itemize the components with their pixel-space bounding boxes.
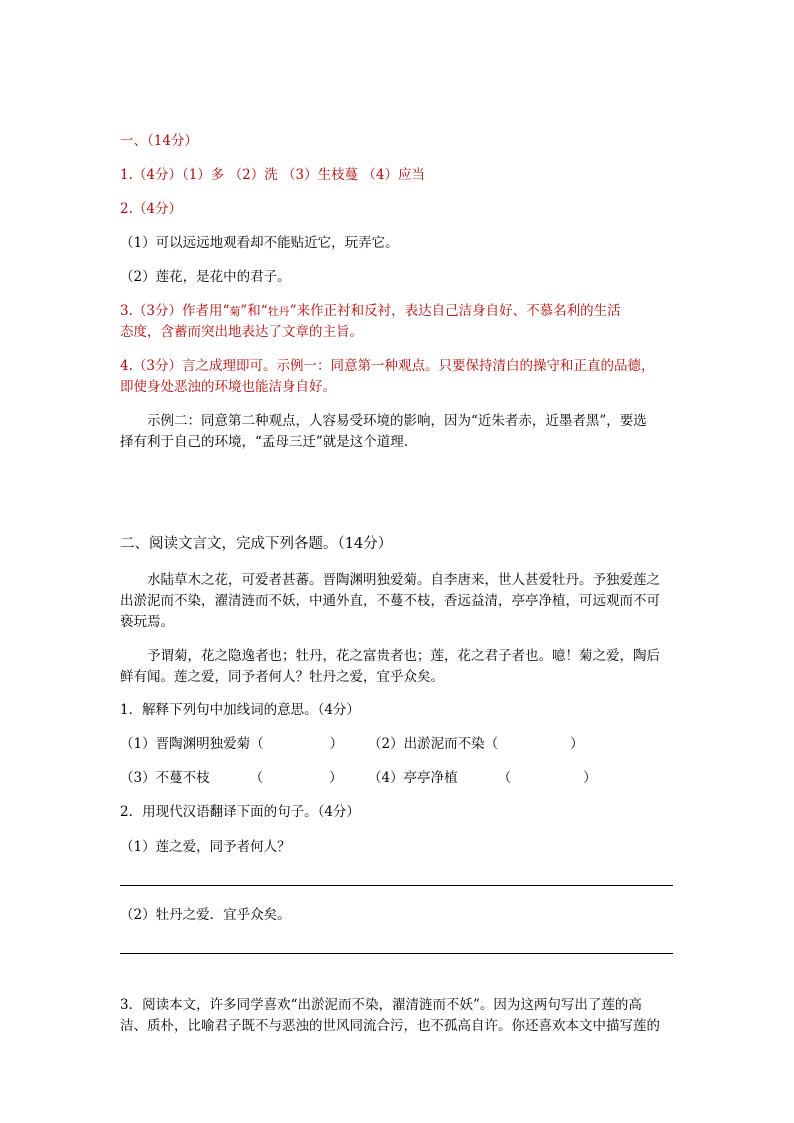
answer-q4-line-1: 4.（3分）言之成理即可。示例一：同意第一种观点。只要保持清白的操守和正直的品德， — [120, 358, 655, 374]
question1-item-2-close: ） — [570, 736, 584, 752]
question1-item-4-close: ） — [583, 770, 597, 786]
answer-q3-text-c: ”和“ — [240, 303, 268, 319]
answer-q3-keyword-ju: 菊 — [229, 305, 241, 318]
answer-q3-text-e: ”来作正衬和反衬，表达自己洁身自好、不慕名利的生活 — [289, 303, 621, 319]
section2-heading: 二、阅读文言文，完成下列各题。（14分） — [120, 536, 393, 552]
answer-line-2[interactable] — [120, 953, 673, 954]
question1-item-1 — [120, 735, 343, 753]
answer-q2-item-2: （2）莲花，是花中的君子。 — [120, 269, 291, 285]
question2-item-2: （2）牡丹之爱．宜乎众矣。 — [120, 907, 291, 923]
answer-q2-item-1: （1）可以远远地观看却不能贴近它，玩弄它。 — [120, 235, 399, 251]
question1-heading: 1．解释下列句中加线词的意思。（4分） — [120, 702, 360, 718]
passage-p2-line-1: 予谓菊，花之隐逸者也；牡丹，花之富贵者也；莲，花之君子者也。噫！菊之爱，陶后 — [147, 648, 660, 664]
question1-item-3-close: ） — [329, 770, 343, 786]
question1-item-1-open: （ — [250, 736, 264, 752]
question1-item-1-close: ） — [329, 736, 344, 752]
answer-q3-keyword-mudan: 牡丹 — [267, 305, 290, 318]
question1-item-4-label: （4）亭亭净植 — [368, 770, 458, 786]
question3-line-2: 洁、质朴，比喻君子既不与恶浊的世风同流合污，也不孤高自许。你还喜欢本文中描写莲的 — [120, 1018, 660, 1034]
question1-item-4 — [368, 769, 597, 787]
question1-item-3-label: （3）不蔓不枝 — [120, 770, 210, 786]
question1-item-3-open: （ — [249, 770, 264, 786]
answer-q1: 1.（4分）（1）多 （2）洗 （3）生枝蔓 （4）应当 — [120, 167, 425, 183]
answer-q3-line-2: 态度，含蓄而突出地表达了文章的主旨。 — [120, 324, 363, 340]
question1-item-2 — [368, 735, 584, 753]
answer-line-1[interactable] — [120, 885, 673, 886]
answer-q2-heading: 2.（4分） — [120, 201, 182, 217]
answer-q4-line-2: 即使身处恶浊的环境也能洁身自好。 — [120, 379, 336, 395]
answer-q3-text-a: 3.（3分）作者用“ — [120, 303, 230, 319]
question2-heading: 2．用现代汉语翻译下面的句子。（4分） — [120, 804, 360, 820]
question1-item-2-open: （ — [484, 736, 499, 752]
question3-line-1: 3．阅读本文，许多同学喜欢“出淤泥而不染，濯清涟而不妖”。因为这两句写出了莲的高 — [120, 997, 642, 1013]
passage-p1-line-1: 水陆草木之花，可爱者甚蕃。晋陶渊明独爱菊。自李唐来，世人甚爱牡丹。予独爱莲之 — [147, 572, 660, 588]
passage-p2-line-2: 鲜有闻。莲之爱，同予者何人？牡丹之爱，宜乎众矣。 — [120, 669, 444, 685]
passage-p1-line-3: 亵玩焉。 — [120, 614, 174, 630]
answer-q3-line-1 — [120, 302, 621, 321]
question1-item-2-label: （2）出淤泥而不染 — [368, 736, 485, 752]
question1-item-3 — [120, 769, 343, 787]
question1-item-4-open: （ — [497, 770, 512, 786]
answer-heading: 一、（14分） — [120, 133, 198, 149]
answer-example2-line-2: 择有利于自己的环境，“孟母三迁”就是这个道理. — [120, 434, 409, 450]
answer-example2-line-1: 示例二：同意第二种观点，人容易受环境的影响，因为“近朱者赤，近墨者黑”，要选 — [147, 413, 647, 429]
question1-item-1-label: （1）晋陶渊明独爱菊 — [120, 736, 251, 752]
question2-item-1: （1）莲之爱，同予者何人？ — [120, 839, 291, 855]
passage-p1-line-2: 出淤泥而不染，濯清涟而不妖，中通外直，不蔓不枝，香远益清，亭亭净植，可远观而不可 — [120, 593, 660, 609]
